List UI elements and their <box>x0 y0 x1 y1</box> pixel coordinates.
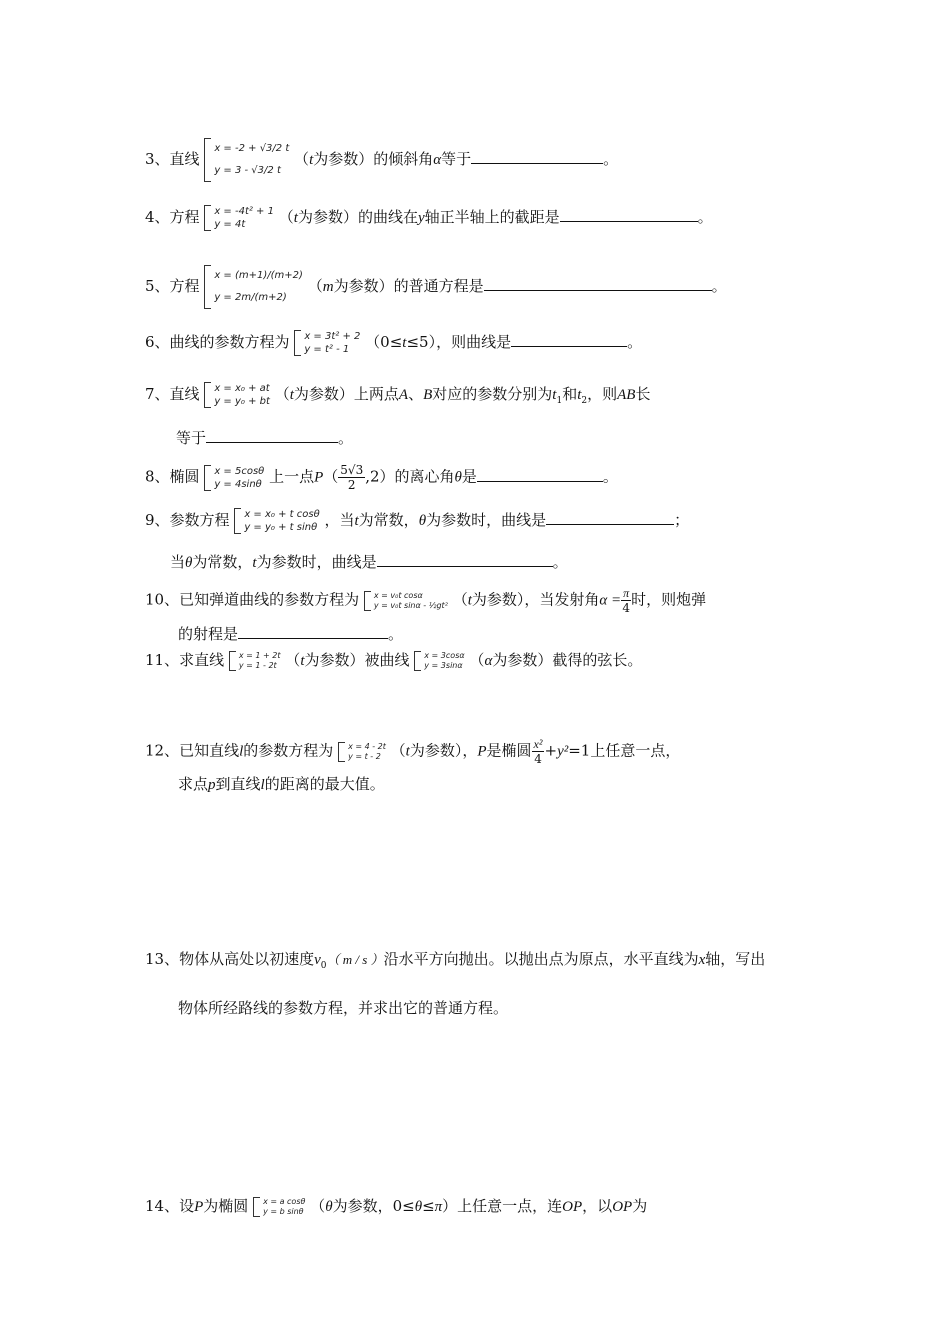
problem-8-number: 8、椭圆 <box>145 467 200 486</box>
equation: x = x₀ + at <box>214 383 270 394</box>
variable: θ <box>418 513 427 529</box>
equation: x = 1 + 2t <box>238 651 281 660</box>
variable: t <box>289 387 294 403</box>
variable: v <box>314 952 321 968</box>
equation: x = 4 - 2t <box>348 741 386 751</box>
answer-blank[interactable] <box>471 149 603 164</box>
problem-11-number: 11、求直线 <box>145 651 225 669</box>
equation: x = x₀ + t cosθ <box>244 509 320 520</box>
equation: x = v₀t cosα <box>373 590 423 600</box>
variable: x <box>698 952 706 968</box>
fraction: $\frac{\text{x²}}{4}$ <box>533 737 543 766</box>
equation: x = 3t² + 2 <box>304 331 361 342</box>
variable: m <box>322 279 334 295</box>
variable: π <box>434 1199 443 1215</box>
equation: y = y₀ + t sinθ <box>244 522 318 533</box>
problem-11: 11、求直线 x = 1 + 2t y = 1 - 2t （t为参数）被曲线 x = 3cosα y = 3sinα （α为参数）截得的弦长。 <box>145 651 643 670</box>
variable: B <box>423 387 433 403</box>
problem-14-system <box>253 1197 305 1217</box>
variable: t <box>402 335 407 351</box>
answer-blank[interactable] <box>477 467 603 482</box>
variable: θ <box>185 555 193 571</box>
problem-13: 13、物体从高处以初速度$v_0$（ m / s ）沿水平方向抛出。以抛出点为原点，水平直线为x轴，写出 <box>145 950 766 971</box>
variable: P <box>314 469 324 486</box>
problem-4: 4、方程 x = -4t² + 1 y = 4t （t为参数）的曲线在y轴正半轴上的截距是 。 <box>145 206 713 230</box>
variable: l <box>260 777 265 793</box>
problem-3: 3、直线 x = -2 + √3/2 t y = 3 - √3/2 t （t为参数）的倾斜角α等于 。 <box>145 138 618 182</box>
equation: y = 2m/(m+2) <box>214 292 287 303</box>
equation: x = a cosθ <box>263 1197 306 1206</box>
variable: t <box>405 743 410 760</box>
equation: x = -4t² + 1 <box>214 206 274 217</box>
variable: t <box>467 592 472 609</box>
problem-10-system <box>364 591 448 611</box>
variable: t <box>552 387 557 403</box>
answer-blank[interactable] <box>206 428 338 443</box>
problem-12-line2: 求点p到直线l的距离的最大值。 <box>178 775 385 793</box>
variable: t <box>252 555 257 571</box>
problem-3-number: 3、直线 <box>145 150 200 168</box>
variable: AB <box>617 387 636 403</box>
problem-9-system <box>234 508 319 534</box>
equation: x = 3cosα <box>424 651 465 660</box>
variable: t <box>309 152 314 168</box>
problem-7: 7、直线 x = x₀ + at y = y₀ + bt （t为参数）上两点A、B对应的参数分别为$t_1$和$t_2$，则AB长 <box>145 383 651 407</box>
equation: y = 3 - √3/2 t <box>214 165 281 176</box>
problem-10-line2: 的射程是 。 <box>178 625 404 643</box>
problem-10-number: 10、已知弹道曲线的参数方程为 <box>145 590 360 609</box>
equation: y = t - 2 <box>348 751 381 761</box>
problem-9: 9、参数方程 x = x₀ + t cosθ y = y₀ + t sinθ ，当t为常数，θ为参数时，曲线是 ； <box>145 509 690 533</box>
problem-7-line2: 等于 。 <box>176 429 354 447</box>
problem-6-number: 6、曲线的参数方程为 <box>145 333 290 351</box>
problem-13-number: 13、物体从高处以初速度 <box>145 950 315 968</box>
problem-12-system <box>338 742 386 762</box>
equation: x = (m+1)/(m+2) <box>214 270 303 281</box>
problem-11-system-line <box>229 651 281 671</box>
answer-blank[interactable] <box>511 332 627 347</box>
equation: y = t² - 1 <box>304 344 350 355</box>
equation: y = v₀t sinα - ½gt² <box>373 600 448 610</box>
problem-8-system <box>204 465 264 491</box>
variable: y <box>417 210 425 226</box>
variable: t <box>577 387 582 403</box>
answer-blank[interactable] <box>560 207 698 222</box>
variable: OP <box>562 1199 583 1215</box>
equation: x = 5cosθ <box>214 465 265 477</box>
problem-9-number: 9、参数方程 <box>145 511 230 529</box>
equation: y = 1 - 2t <box>238 661 277 670</box>
variable: A <box>398 387 409 403</box>
problem-4-system <box>204 205 274 231</box>
problem-3-system <box>204 138 289 182</box>
variable: P <box>194 1199 204 1215</box>
variable: t <box>293 210 298 226</box>
variable: α <box>484 653 493 669</box>
equation: y = y₀ + bt <box>214 396 270 407</box>
fraction: $\frac{5√3}{2}$ <box>340 463 364 492</box>
problem-14: 14、设P为椭圆 x = a cosθ y = b sinθ （θ为参数，0≤θ≤π）上任意一点，连OP，以OP为 <box>145 1197 648 1216</box>
problem-5: 5、方程 x = (m+1)/(m+2) y = 2m/(m+2) （m为参数）的普通方程是 。 <box>145 265 727 309</box>
variable: l <box>239 743 244 760</box>
problem-9-line2: 当θ为常数，t为参数时，曲线是 。 <box>170 553 568 571</box>
variable: α <box>433 152 442 168</box>
fraction: $\frac{\pi}{4}$ <box>622 586 630 615</box>
problem-6-system <box>294 330 360 356</box>
variable: OP <box>612 1199 633 1215</box>
variable: t <box>300 653 305 669</box>
unit: （ m / s ） <box>326 952 384 967</box>
variable: p <box>208 777 216 793</box>
variable: θ <box>414 1199 423 1215</box>
variable: α = <box>599 592 622 609</box>
variable: θ <box>454 469 462 486</box>
problem-11-system-curve <box>414 651 464 671</box>
problem-7-number: 7、直线 <box>145 385 200 403</box>
variable: t <box>354 513 359 529</box>
equation: y = 3sinα <box>424 661 463 670</box>
problem-13-line2: 物体所经路线的参数方程，并求出它的普通方程。 <box>178 999 509 1017</box>
problem-8: 8、椭圆 x = 5cosθ y = 4sinθ 上一点P（ $\frac{5√3}{2}$ ,2）的离心角θ是 。 <box>145 463 618 492</box>
equation: x = -2 + √3/2 t <box>214 143 290 154</box>
equation: y = 4t <box>214 219 246 230</box>
answer-blank[interactable] <box>484 276 712 291</box>
answer-blank[interactable] <box>238 624 388 639</box>
problem-5-system <box>204 265 303 309</box>
answer-blank[interactable] <box>377 552 553 567</box>
problem-12-number: 12、已知直线 <box>145 741 240 760</box>
variable: P <box>477 743 487 760</box>
problem-10: 10、已知弹道曲线的参数方程为 x = v₀t cosα y = v₀t sinα - ½gt² （t为参数），当发射角α = $\frac{\pi}{4}$ 时，则炮弹 <box>145 586 707 615</box>
answer-blank[interactable] <box>546 510 674 525</box>
problem-7-system <box>204 382 270 408</box>
equation: y = 4sinθ <box>214 478 262 490</box>
problem-14-number: 14、设 <box>145 1197 195 1215</box>
problem-5-number: 5、方程 <box>145 277 200 295</box>
problem-12: 12、已知直线l的参数方程为 x = 4 - 2t y = t - 2 （t为参数），P是椭圆 $\frac{\text{x²}}{4}$ +y²=1上任意一点， <box>145 737 681 766</box>
problem-6: 6、曲线的参数方程为 x = 3t² + 2 y = t² - 1 （0≤t≤5），则曲线是 。 <box>145 331 643 355</box>
variable: θ <box>325 1199 333 1215</box>
equation: y = b sinθ <box>263 1207 304 1216</box>
problem-4-number: 4、方程 <box>145 208 200 226</box>
